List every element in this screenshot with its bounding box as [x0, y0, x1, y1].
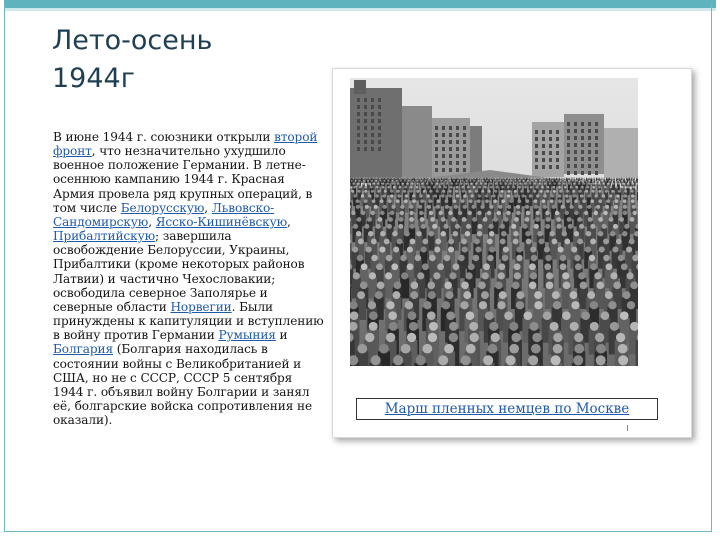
marching-figure [401, 183, 404, 191]
building-window [463, 126, 466, 130]
building-window [456, 133, 459, 137]
marching-figure [527, 180, 529, 187]
building-window [588, 136, 591, 140]
photo-march-of-prisoners [350, 78, 638, 366]
marching-figure [539, 190, 543, 201]
body-link[interactable]: Белорусскую [120, 200, 205, 215]
body-text-run: , [148, 214, 156, 229]
building-window [378, 140, 381, 144]
building-window [357, 140, 360, 144]
building-window [456, 147, 459, 151]
building-window [442, 140, 445, 144]
building-window [542, 151, 545, 155]
building-window [435, 140, 438, 144]
building-window [556, 151, 559, 155]
building-window [535, 165, 538, 169]
building-window [449, 161, 452, 165]
building-window [574, 122, 577, 126]
building-window [549, 151, 552, 155]
building-window [371, 147, 374, 151]
body-paragraph [53, 130, 325, 427]
building-window [442, 126, 445, 130]
marching-figure [369, 178, 371, 183]
building-window [449, 147, 452, 151]
building-window [435, 147, 438, 151]
marching-figure [367, 183, 370, 191]
body-link[interactable]: Ясско-Кишинёвскую [155, 214, 288, 229]
marching-figure [521, 178, 523, 183]
building-window [535, 144, 538, 148]
building-window [449, 154, 452, 158]
marching-figure [384, 272, 393, 298]
building-window [371, 98, 374, 102]
building-window [581, 171, 584, 175]
building-window [549, 144, 552, 148]
building-window [449, 168, 452, 172]
building-window [456, 126, 459, 130]
marching-figure [629, 217, 635, 234]
building-window [567, 171, 570, 175]
building-window [595, 157, 598, 161]
building-window [556, 165, 559, 169]
marching-figure [478, 180, 480, 187]
marching-figure [386, 178, 388, 183]
marching-figure [453, 180, 455, 187]
marching-figure [488, 178, 490, 183]
building-window [456, 154, 459, 158]
slide-title-line-2: 1944г [52, 63, 135, 94]
marching-figure [381, 177, 382, 181]
marching-figure [574, 199, 579, 212]
building-window [357, 105, 360, 109]
building-window [456, 140, 459, 144]
building-window [442, 161, 445, 165]
marching-figure [433, 186, 436, 195]
building-window [595, 143, 598, 147]
building-window [556, 158, 559, 162]
building-window [435, 154, 438, 158]
building-window [364, 140, 367, 144]
building-window [595, 136, 598, 140]
building-window [371, 126, 374, 130]
marching-figure [612, 183, 615, 191]
building-window [581, 122, 584, 126]
building-window [542, 137, 545, 141]
building-window [567, 129, 570, 133]
body-text-run: (Болгария находилась в состоянии войны с Великобританией и США, но не с СССР, СССР 5 сентября 1944 г. объявил войну Болгарии и занял её, болгарские войска сопротивления не оказали). [53, 342, 313, 428]
building-window [357, 112, 360, 116]
building-window [581, 129, 584, 133]
marching-figure [621, 186, 624, 195]
building-window [581, 150, 584, 154]
body-text-run: , [287, 214, 291, 229]
slide-title [52, 22, 212, 98]
building-window [378, 133, 381, 137]
building-window [463, 161, 466, 165]
marching-figure [569, 205, 574, 219]
building-window [364, 112, 367, 116]
building-window [588, 150, 591, 154]
building-window [435, 168, 438, 172]
marching-figure [502, 180, 504, 187]
building-window [595, 164, 598, 168]
building-window [378, 112, 381, 116]
building-window [581, 136, 584, 140]
body-link[interactable]: Болгария [53, 342, 114, 357]
building-window [364, 119, 367, 123]
building-window [371, 112, 374, 116]
building-window [574, 143, 577, 147]
caption-tick [627, 425, 628, 431]
slide-title-line-1: Лето-осень [52, 25, 213, 56]
building-window [535, 158, 538, 162]
building-window [449, 133, 452, 137]
marching-figure [355, 205, 360, 219]
body-link[interactable]: второй фронт [53, 130, 318, 159]
building-window [435, 133, 438, 137]
body-link[interactable]: Норвегии [170, 299, 232, 314]
body-text-run: , [204, 200, 212, 215]
marching-figure [436, 183, 439, 191]
building-window [357, 133, 360, 137]
building-window [364, 105, 367, 109]
body-link[interactable]: Львовско-Сандомирскую [53, 200, 275, 229]
building-window [588, 164, 591, 168]
building-window [567, 122, 570, 126]
marching-figure [350, 180, 352, 187]
building-window [549, 130, 552, 134]
building-window [595, 171, 598, 175]
building-window [435, 126, 438, 130]
marching-figure [546, 177, 547, 181]
marching-figure [485, 199, 490, 212]
building-window [574, 150, 577, 154]
marching-figure [629, 180, 631, 187]
marching-figure [478, 186, 481, 195]
marching-figure [462, 205, 467, 219]
body-link[interactable]: Румыния [218, 328, 276, 343]
body-text-run: и [275, 328, 288, 343]
building-window [463, 133, 466, 137]
building-window [581, 157, 584, 161]
building-window [567, 150, 570, 154]
building-window [442, 147, 445, 151]
building-window [574, 164, 577, 168]
marching-figure [598, 190, 602, 201]
building-window [456, 168, 459, 172]
building-window [378, 119, 381, 123]
building-window [364, 147, 367, 151]
building-window [442, 168, 445, 172]
marching-figure [554, 178, 556, 183]
building-window [588, 122, 591, 126]
body-text-run: . Были принуждены к капитуляции и вступлению в войну против Германии [53, 299, 324, 343]
building-window [449, 126, 452, 130]
building-window [435, 161, 438, 165]
marching-figure [470, 183, 473, 191]
marching-figure [353, 178, 355, 183]
building-window [595, 150, 598, 154]
building-window [463, 168, 466, 172]
building-window [574, 157, 577, 161]
building-window [549, 137, 552, 141]
marching-figure [402, 178, 404, 183]
building-window [588, 129, 591, 133]
marching-figure [504, 183, 507, 191]
building-window [378, 126, 381, 130]
building-window [463, 154, 466, 158]
marching-figure [504, 178, 506, 183]
marching-figure [444, 177, 445, 181]
marching-figure [599, 177, 600, 181]
building-window [378, 98, 381, 102]
building-window [378, 105, 381, 109]
building-window [456, 161, 459, 165]
building-window [449, 140, 452, 144]
marching-figure [396, 199, 401, 212]
building-window [542, 165, 545, 169]
marching-figure [448, 194, 452, 206]
building-window [535, 130, 538, 134]
building-window [556, 144, 559, 148]
building-window [542, 144, 545, 148]
building-window [581, 164, 584, 168]
building-window [463, 140, 466, 144]
building-window [364, 133, 367, 137]
photo-caption[interactable]: Марш пленных немцев по Москве [356, 398, 658, 420]
building-window [588, 157, 591, 161]
building-window [378, 147, 381, 151]
building-window [574, 171, 577, 175]
building-window [574, 136, 577, 140]
building-window [581, 143, 584, 147]
building-window [567, 136, 570, 140]
building-window [364, 98, 367, 102]
marching-figure [521, 194, 525, 206]
building-window [549, 165, 552, 169]
building-window [463, 147, 466, 151]
building-window [357, 119, 360, 123]
marching-figure [594, 194, 598, 206]
building-window [357, 147, 360, 151]
building-window [442, 154, 445, 158]
building-window [364, 126, 367, 130]
building-window [556, 137, 559, 141]
marching-figure [623, 178, 625, 183]
building-window [567, 164, 570, 168]
building-window [371, 119, 374, 123]
building-window [556, 130, 559, 134]
building-window [588, 171, 591, 175]
building-window [542, 158, 545, 162]
marching-figure [481, 190, 485, 201]
body-text-run: В июне 1944 г. союзники открыли [53, 130, 275, 144]
marching-figure [356, 344, 368, 366]
marching-figure [428, 180, 430, 187]
photo-image [350, 78, 638, 366]
building-window [595, 122, 598, 126]
marching-figure [464, 177, 465, 181]
marching-figure [361, 177, 362, 181]
building-window [535, 151, 538, 155]
building-window [371, 105, 374, 109]
marching-figure [387, 186, 390, 195]
marching-figure [419, 178, 421, 183]
building-window [542, 130, 545, 134]
building-window [567, 143, 570, 147]
building-window [588, 143, 591, 147]
building-window [574, 129, 577, 133]
building-window [595, 129, 598, 133]
building-window [357, 126, 360, 130]
marching-figure [551, 180, 553, 187]
building-window [549, 158, 552, 162]
body-link[interactable]: Прибалтийскую [53, 229, 156, 244]
building-window [371, 133, 374, 137]
marching-figure [537, 178, 539, 183]
marching-figure [472, 217, 478, 234]
building-window [535, 137, 538, 141]
building-window [371, 140, 374, 144]
body-text-run: , что незначительно ухудшило военное положение Германии. В летне-осеннюю кампанию 1944 г. Красная Армия провела ряд крупных операций, в том числе [53, 144, 313, 215]
building-window [442, 133, 445, 137]
building-window [567, 157, 570, 161]
building-window [357, 98, 360, 102]
body-text-run: ; завершила освобождение Белоруссии, Украины, Прибалтики (кроме некоторых районов Латвии) и частично Чехословакии; освободила северное Заполярье и северные области [53, 229, 305, 314]
